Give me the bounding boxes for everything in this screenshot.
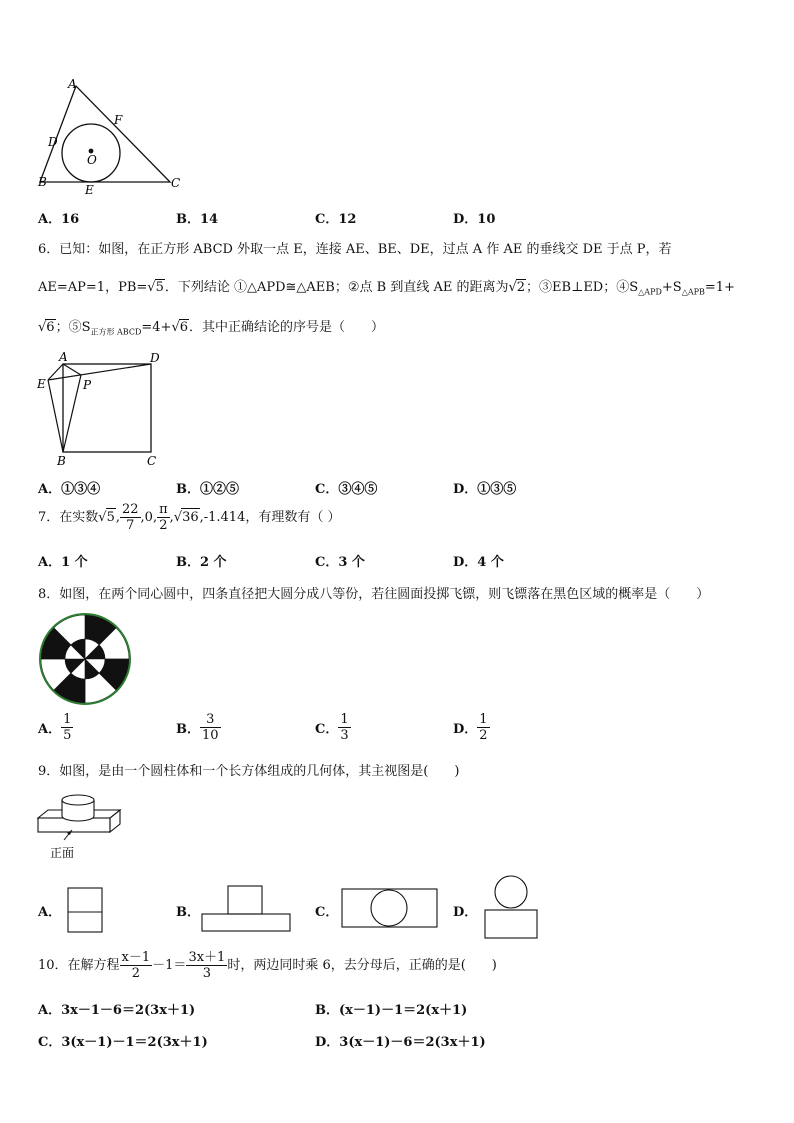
q6-option-a[interactable]: A．①③④ — [38, 482, 101, 497]
q9-option-b-figure — [200, 884, 294, 934]
q9-option-b[interactable]: B． — [176, 905, 200, 920]
q6-option-d[interactable]: D．①③⑤ — [453, 482, 517, 497]
q10-option-a[interactable]: A．3x－1－6＝2(3x＋1) — [38, 1003, 196, 1018]
q8-option-a[interactable]: A． $\frac{1}{5}$ — [38, 712, 72, 743]
q10-stem: 10．在解方程 $\frac{x-1}{2}$ －1＝ $\frac{3x+1}{3}$ 时，两边同时乘 6，去分母后，正确的是( ) — [38, 950, 497, 981]
q7-stem: 7．在实数√5, $\frac{22}{7}$ ,0, $\frac{\pi}{2}$ ,√36,-1.414，有理数有（ ） — [38, 502, 341, 533]
q9-option-d[interactable]: D． — [453, 905, 478, 920]
q7-option-c[interactable]: C．3 个 — [315, 555, 365, 570]
q9-option-a[interactable]: A． — [38, 905, 62, 920]
q7-option-d[interactable]: D．4 个 — [453, 555, 504, 570]
q5-label-f: F — [114, 113, 123, 127]
q9-solid-figure — [34, 786, 124, 862]
q8-option-b[interactable]: B． $\frac{3}{10}$ — [176, 712, 219, 743]
q9-option-c[interactable]: C． — [315, 905, 339, 920]
q9-option-a-figure — [66, 886, 106, 934]
q10-option-b[interactable]: B．(x－1)－1＝2(x＋1) — [315, 1003, 468, 1018]
q5-label-b: B — [38, 175, 47, 189]
q8-stem: 8．如图，在两个同心圆中，四条直径把大圆分成八等份，若往圆面投掷飞镖，则飞镖落在黑色区域的概率是（ ） — [38, 587, 710, 602]
q8-option-c[interactable]: C． $\frac{1}{3}$ — [315, 712, 349, 743]
q5-option-c[interactable]: C．12 — [315, 212, 357, 227]
q6-label-c: C — [147, 454, 157, 468]
q8-option-d[interactable]: D． $\frac{1}{2}$ — [453, 712, 488, 743]
q9-front-label: 正面 — [50, 846, 75, 860]
q6-label-p: P — [83, 378, 92, 392]
q5-option-a[interactable]: A．16 — [38, 212, 80, 227]
q10-option-c[interactable]: C．3(x－1)－1＝2(3x＋1) — [38, 1035, 208, 1050]
q6-option-b[interactable]: B．①②⑤ — [176, 482, 239, 497]
q6-option-c[interactable]: C．③④⑤ — [315, 482, 378, 497]
q6-label-d: D — [150, 351, 160, 365]
q9-option-c-figure — [340, 886, 440, 930]
q9-stem: 9．如图，是由一个圆柱体和一个长方体组成的几何体，其主视图是( ) — [38, 764, 460, 779]
q7-option-a[interactable]: A．1 个 — [38, 555, 88, 570]
q6-stem-line1: 6．已知：如图，在正方形 ABCD 外取一点 E，连接 AE、BE、DE，过点 A 作 AE 的垂线交 DE 于点 P，若 — [38, 242, 672, 257]
q10-option-d[interactable]: D．3(x－1)－6＝2(3x＋1) — [315, 1035, 486, 1050]
q7-option-b[interactable]: B．2 个 — [176, 555, 227, 570]
q6-label-b: B — [57, 454, 66, 468]
q5-triangle-figure — [30, 74, 190, 198]
q6-label-e: E — [37, 377, 46, 391]
q9-option-d-figure — [483, 874, 543, 942]
q5-label-c: C — [171, 176, 181, 190]
q5-label-a: A — [68, 77, 77, 91]
q5-option-d[interactable]: D．10 — [453, 212, 496, 227]
q5-label-d: D — [48, 135, 58, 149]
q6-stem-line2: AE=AP=1，PB=√5．下列结论 ①△APD≅△AEB；②点 B 到直线 AE 的距离为√2；③EB⊥ED；$④S_{\triangle APD}+S_{\triangle APB}=1+$ — [38, 280, 735, 297]
q6-label-a: A — [59, 350, 68, 364]
q6-stem-line3: √6；$⑤S_{正方形 ABCD}=4+√6$．其中正确结论的序号是（ ） — [38, 320, 385, 337]
q5-label-e: E — [85, 183, 94, 197]
q8-concentric-circles-figure — [38, 612, 132, 706]
q6-square-figure — [34, 346, 170, 470]
q5-option-b[interactable]: B．14 — [176, 212, 219, 227]
q5-label-o: O — [87, 153, 97, 167]
